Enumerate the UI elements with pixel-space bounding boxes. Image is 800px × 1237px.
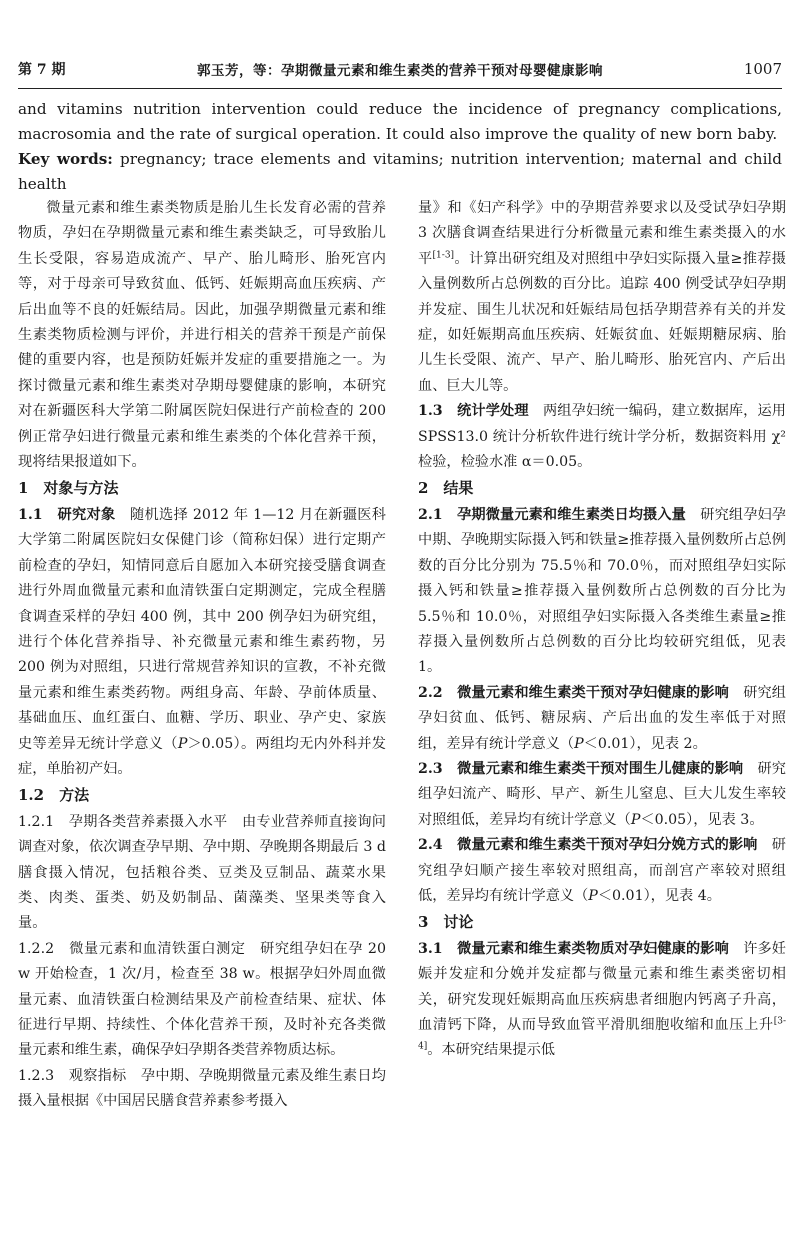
section-2-2-paragraph	[418, 681, 786, 757]
abstract-continued-text: and vitamins nutrition intervention could reduce the incidence of pregnancy complications, macrosomia and the rate of surgical operation. It could also improve the quality of new born baby.	[18, 100, 782, 143]
section-2-2-tail: ＜0.01），见表 2。	[583, 735, 707, 752]
section-1-3-text: 两组孕妇统一编码，建立数据库，运用 SPSS13.0 统计分析软件进行统计学分析，数据资料用 χ² 检验，检验水准 α＝0.05。	[418, 403, 786, 471]
section-2-1-text: 研究组孕妇孕中期、孕晚期实际摄入钙和铁量≥推荐摄入量例数所占总例数的百分比分别为 75.5％和 70.0％，而对照组孕妇实际摄入钙和铁量≥推荐摄入量例数所占总例数的百分比为 5.5％和 10.0％，对照组孕妇实际摄入各类维生素量≥推荐摄入量例数所占总例数的百分比均较研究组低，见表 1。	[418, 506, 786, 676]
issue-number: 第 7 期	[18, 62, 66, 78]
section-1-2-1-paragraph	[18, 810, 386, 937]
section-1-2-1-heading: 1.2.1 孕期各类营养素摄入水平	[18, 813, 228, 830]
header-rule	[18, 88, 782, 89]
section-2-heading: 2 结果	[418, 479, 474, 498]
section-1-3-paragraph	[418, 399, 786, 475]
section-1-1-text: 随机选择 2012 年 1—12 月在新疆医科大学第二附属医院妇女保健门诊（简称妇保）进行定期产前检查的孕妇，知情同意后自愿加入本研究接受膳食调查进行外周血微量元素和血清铁蛋白定期测定，完成全程膳食调查采样的孕妇 400 例，其中 200 例孕妇为研究组，进行个体化营养指导、补充微量元素和维生素药物，另 200 例为对照组，只进行常规营养知识的宣教，不补充微量元素和维生素类药物。两组身高、年龄、孕前体质量、基础血压、血红蛋白、血糖、学历、职业、孕产史、家族史等差异无统计学意义（	[18, 506, 386, 752]
section-1-2-3-cont-b: 。计算出研究组及对照组中孕妇实际摄入量≥推荐摄入量例数所占总例数的百分比。追踪 400 例受试孕妇孕期并发症、围生儿状况和妊娠结局包括孕期营养有关的并发症，如妊娠期高血压疾病、妊娠贫血、妊娠期糖尿病、胎儿生长受限、流产、早产、胎儿畸形、胎死宫内、产后出血、巨大儿等。	[418, 250, 786, 394]
section-2-4-heading: 2.4 微量元素和维生素类干预对孕妇分娩方式的影响	[418, 837, 758, 854]
section-1-1-paragraph	[18, 503, 386, 782]
section-2-2-heading: 2.2 微量元素和维生素类干预对孕妇健康的影响	[418, 684, 729, 701]
section-3-1-heading: 3.1 微量元素和维生素类物质对孕妇健康的影响	[418, 940, 729, 957]
section-2-1-paragraph	[418, 503, 786, 681]
section-1-2-3-cont-a: 量》和《妇产科学》中的孕期营养要求以及受试孕妇孕期 3 次膳食调查结果进行分析微量元素和维生素类摄入的水平	[418, 200, 786, 267]
p-value-symbol: P	[630, 811, 641, 828]
keywords-label: Key words:	[18, 150, 113, 168]
section-2-3-heading: 2.3 微量元素和维生素类干预对围生儿健康的影响	[418, 760, 744, 777]
section-2-3-text: 研究组孕妇流产、畸形、早产、新生儿窒息、巨大儿发生率较对照组低，差异均有统计学意义（	[418, 760, 786, 828]
section-1-3-heading: 1.3 统计学处理	[418, 403, 529, 420]
running-title: 郭玉芳，等：孕期微量元素和维生素类的营养干预对母婴健康影响	[197, 63, 603, 79]
section-1-2-2-paragraph	[18, 937, 386, 1064]
section-1-2-3-text: 孕中期、孕晚期微量元素及维生素日均摄入量根据《中国居民膳食营养素参考摄入	[18, 1067, 386, 1110]
section-1-2-1-text: 由专业营养师直接询问调查对象，依次调查孕早期、孕中期、孕晚期各期最后 3 d 膳食摄入情况，包括粮谷类、豆类及豆制品、蔬菜水果类、肉类、蛋类、奶及奶制品、菌藻类、坚果类等食入量。	[18, 813, 386, 932]
section-2-2-text: 研究组孕妇贫血、低钙、糖尿病、产后出血的发生率低于对照组，差异有统计学意义（	[418, 684, 786, 752]
section-2-1-heading: 2.1 孕期微量元素和维生素类日均摄入量	[418, 506, 686, 523]
citation-3-4: [3-4]	[418, 1016, 786, 1052]
section-2-4-text: 研究组孕妇顺产接生率较对照组高，而剖宫产率较对照组低，差异均有统计学意义（	[418, 837, 786, 904]
section-2-4-paragraph	[418, 833, 786, 909]
section-2-3-paragraph	[418, 757, 786, 833]
section-1-1-tail: ＞0.05）。两组均无内外科并发症，单胎初产妇。	[18, 735, 386, 777]
section-1-2-3-continued	[418, 196, 786, 399]
section-2-3-tail: ＜0.05），见表 3。	[640, 811, 764, 828]
section-3-1-tail: 。本研究结果提示低	[427, 1042, 555, 1059]
p-value-symbol: P	[574, 735, 584, 752]
intro-paragraph: 微量元素和维生素类物质是胎儿生长发育必需的营养物质，孕妇在孕期微量元素和维生素类缺乏，可导致胎儿生长受限，容易造成流产、早产、胎儿畸形、胎死宫内等，对于母亲可导致贫血、低钙、妊娠期高血压疾病、产后出血等不良的妊娠结局。因此，加强孕期微量元素和维生素类物质检测与评价，并进行相关的营养干预是产前保健的重要内容，也是预防妊娠并发症的重要措施之一。为探讨微量元素和维生素类对孕期母婴健康的影响，本研究对在新疆医科大学第二附属医院妇保进行产前检查的 200 例正常孕妇进行微量元素和维生素类的个体化营养干预，现将结果报道如下。	[18, 200, 386, 471]
section-1-2-heading: 1.2 方法	[18, 786, 90, 805]
section-3-1-text: 许多妊娠并发症和分娩并发症都与微量元素和维生素类密切相关，研究发现妊娠期高血压疾病患者细胞内钙离子升高，血清钙下降，从而导致血管平滑肌细胞收缩和血压上升	[418, 940, 786, 1033]
right-column	[418, 196, 786, 1064]
section-2-4-tail: ＜0.01），见表 4。	[597, 887, 721, 904]
section-1-2-3-paragraph	[18, 1064, 386, 1115]
section-3-1-paragraph	[418, 937, 786, 1064]
citation-1-3: [1-3]	[432, 250, 455, 261]
section-3-heading: 3 讨论	[418, 913, 474, 932]
section-1-2-2-text: 研究组孕妇在孕 20 w 开始检查，1 次/月，检查至 38 w。根据孕妇外周血微量元素、血清铁蛋白检测结果及产前检查结果、症状、体征进行早期、持续性、个体化营养干预，及时补充各类微量元素和维生素，确保孕妇孕期各类营养物质达标。	[18, 940, 386, 1059]
running-header	[18, 56, 782, 82]
section-1-heading: 1 对象与方法	[18, 479, 119, 498]
keywords-text: pregnancy; trace elements and vitamins; nutrition intervention; maternal and child health	[18, 150, 783, 193]
keywords-line	[18, 147, 782, 197]
section-1-1-heading: 1.1 研究对象	[18, 506, 116, 523]
p-value-symbol: P	[588, 887, 598, 904]
section-1-2-3-heading: 1.2.3 观察指标	[18, 1067, 127, 1084]
section-1-2-2-heading: 1.2.2 微量元素和血清铁蛋白测定	[18, 940, 246, 957]
page-number: 1007	[743, 60, 782, 78]
left-column	[18, 196, 386, 1115]
abstract-block	[18, 97, 782, 197]
p-value-symbol: P	[177, 735, 188, 752]
